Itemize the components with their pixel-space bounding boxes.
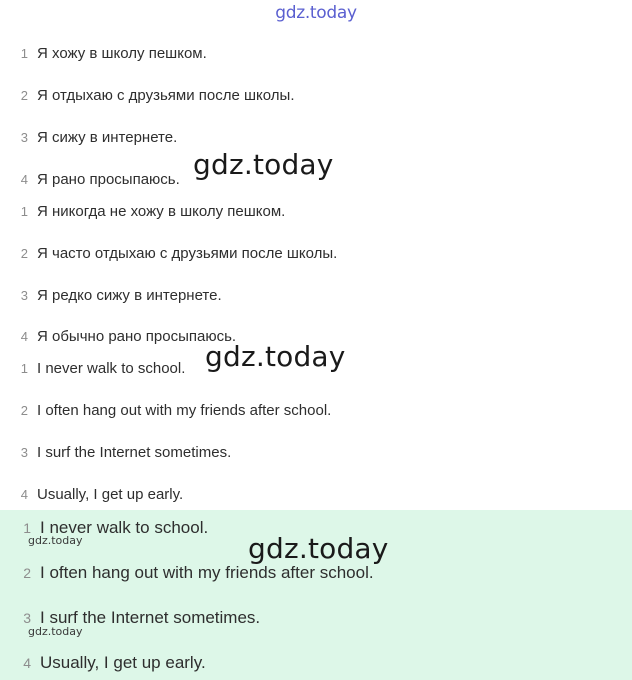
item-number: 1	[20, 360, 28, 376]
list-item	[0, 651, 206, 675]
item-text: Я рано просыпаюсь.	[37, 170, 180, 188]
item-number: 3	[20, 444, 28, 460]
item-number: 1	[23, 520, 31, 536]
list-item	[0, 440, 231, 464]
item-number: 3	[20, 129, 28, 145]
list-item	[0, 167, 180, 191]
watermark-small: gdz.today	[28, 625, 83, 638]
item-text: I often hang out with my friends after school.	[37, 401, 332, 419]
list-item	[0, 324, 236, 348]
item-number: 4	[20, 486, 28, 502]
item-text: Я отдыхаю с друзьями после школы.	[37, 86, 295, 104]
item-text: Usually, I get up early.	[40, 653, 206, 672]
list-item	[0, 398, 331, 422]
item-text: I never walk to school.	[40, 518, 209, 537]
item-text: I surf the Internet sometimes.	[37, 443, 232, 461]
watermark-large: gdz.today	[193, 148, 334, 181]
list-item	[0, 41, 207, 65]
watermark-top: gdz.today	[275, 3, 357, 23]
item-number: 2	[20, 87, 28, 103]
item-number: 2	[20, 245, 28, 261]
item-number: 2	[23, 565, 31, 581]
item-text: Я обычно рано просыпаюсь.	[37, 327, 237, 345]
item-number: 1	[20, 45, 28, 61]
item-text: Usually, I get up early.	[37, 485, 184, 503]
item-text: I often hang out with my friends after school.	[40, 563, 374, 582]
list-item	[0, 83, 294, 107]
item-text: Я никогда не хожу в школу пешком.	[37, 202, 286, 220]
item-text: Я хожу в школу пешком.	[37, 44, 207, 62]
item-text: Я редко сижу в интернете.	[37, 286, 222, 304]
watermark-large: gdz.today	[248, 532, 389, 565]
list-item	[0, 482, 183, 506]
item-text: Я сижу в интернете.	[37, 128, 178, 146]
item-text: Я часто отдыхаю с друзьями после школы.	[37, 244, 338, 262]
list-item	[0, 283, 222, 307]
item-number: 4	[20, 171, 28, 187]
item-number: 4	[20, 328, 28, 344]
item-number: 2	[20, 402, 28, 418]
item-number: 1	[20, 203, 28, 219]
item-text: I never walk to school.	[37, 359, 186, 377]
item-text: I surf the Internet sometimes.	[40, 608, 261, 627]
watermark-large: gdz.today	[205, 340, 346, 373]
list-item	[0, 356, 185, 380]
item-number: 4	[23, 655, 31, 671]
list-item	[0, 125, 177, 149]
list-item	[0, 241, 337, 265]
list-item	[0, 199, 285, 223]
item-number: 3	[20, 287, 28, 303]
watermark-small: gdz.today	[28, 534, 83, 547]
item-number: 3	[23, 610, 31, 626]
